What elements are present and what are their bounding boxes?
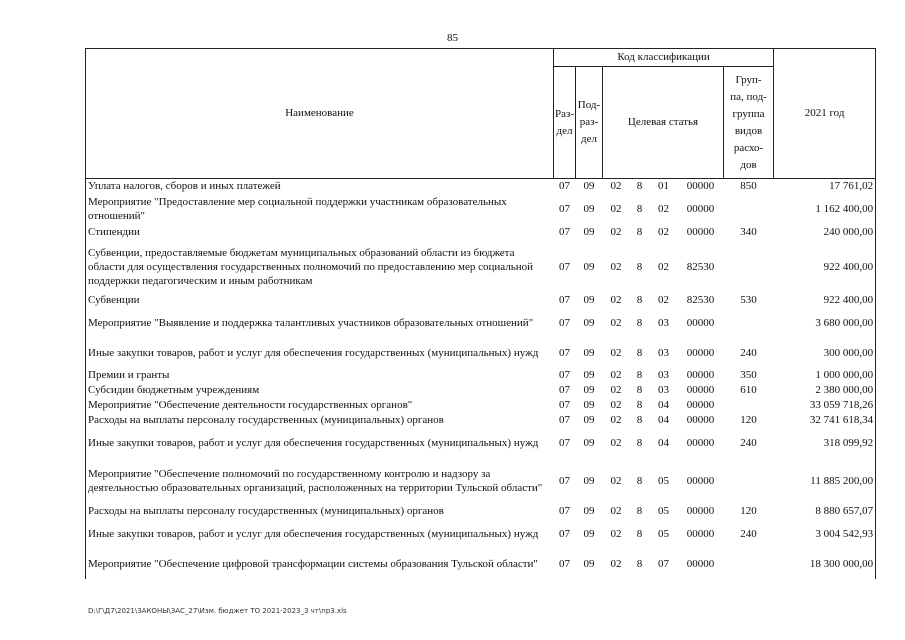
row-expense-group: 120	[740, 414, 757, 426]
row-target-program: 02	[610, 294, 622, 306]
row-target-program: 02	[610, 202, 622, 215]
row-target-type: 8	[636, 294, 643, 306]
row-target-measure: 03	[658, 346, 669, 359]
row-target-type: 8	[636, 260, 643, 273]
row-target-type: 8	[636, 202, 643, 215]
row-podrazdel: 09	[583, 226, 595, 238]
row-target-measure: 04	[658, 414, 669, 426]
row-razdel: 07	[559, 399, 570, 411]
row-target-measure: 03	[658, 369, 669, 381]
row-podrazdel: 09	[583, 202, 595, 215]
table-row	[86, 241, 876, 293]
row-target-program: 02	[610, 505, 622, 517]
row-expense-group: 350	[740, 369, 757, 381]
row-target-type: 8	[636, 180, 643, 193]
row-razdel: 07	[559, 505, 570, 517]
table-row	[86, 519, 876, 549]
row-amount: 2 380 000,00	[774, 383, 876, 398]
row-razdel: 07	[559, 474, 570, 487]
table-row	[86, 383, 876, 398]
row-target-program: 02	[610, 399, 622, 411]
row-amount: 3 680 000,00	[774, 308, 876, 338]
table-row	[86, 368, 876, 383]
row-expense-group	[724, 398, 774, 413]
row-target-type: 8	[636, 346, 643, 359]
row-target-type: 8	[636, 226, 643, 238]
row-target-measure: 03	[658, 384, 669, 396]
row-razdel: 07	[559, 226, 570, 238]
row-name: Премии и гранты	[86, 368, 554, 383]
row-target-direction: 00000	[686, 399, 715, 411]
header-target: Целевая статья	[603, 67, 724, 179]
row-name: Мероприятие "Обеспечение полномочий по государственному контролю и надзору за деятельностью образовательных организаций, расположенных на территории Тульской области"	[86, 458, 554, 504]
row-expense-group	[724, 308, 774, 338]
row-expense-group: 340	[740, 226, 757, 238]
table-row	[86, 504, 876, 519]
row-expense-group: 610	[740, 384, 757, 396]
row-target-direction: 00000	[686, 474, 715, 487]
row-amount: 1 000 000,00	[774, 368, 876, 383]
row-razdel: 07	[559, 557, 570, 570]
row-razdel: 07	[559, 384, 570, 396]
table-row	[86, 338, 876, 368]
table-row	[86, 308, 876, 338]
row-podrazdel: 09	[583, 384, 595, 396]
table-row	[86, 179, 876, 194]
header-razdel: Раз- дел	[554, 67, 576, 179]
row-amount: 11 885 200,00	[774, 458, 876, 504]
row-target-type: 8	[636, 316, 643, 329]
row-target-direction: 82530	[686, 260, 715, 273]
row-razdel: 07	[559, 202, 570, 215]
row-target-program: 02	[610, 557, 622, 570]
table-row	[86, 293, 876, 308]
row-expense-group: 530	[740, 294, 757, 306]
row-target-program: 02	[610, 474, 622, 487]
row-target-measure: 02	[658, 294, 669, 306]
row-expense-group	[724, 549, 774, 579]
row-target-direction: 00000	[686, 316, 715, 329]
row-expense-group: 240	[740, 436, 757, 449]
header-group: Груп- па, под- группа видов расхо- дов	[724, 67, 774, 179]
row-target-direction: 00000	[686, 436, 715, 449]
row-razdel: 07	[559, 527, 570, 540]
row-target-measure: 02	[658, 226, 669, 238]
row-target-program: 02	[610, 226, 622, 238]
row-name: Уплата налогов, сборов и иных платежей	[86, 179, 554, 194]
row-amount: 318 099,92	[774, 428, 876, 458]
row-podrazdel: 09	[583, 527, 595, 540]
page-number: 85	[447, 32, 458, 44]
row-target-program: 02	[610, 436, 622, 449]
row-target-measure: 04	[658, 436, 669, 449]
row-target-direction: 00000	[686, 369, 715, 381]
table-body	[86, 179, 876, 579]
table-row	[86, 398, 876, 413]
row-target-measure: 02	[658, 260, 669, 273]
row-podrazdel: 09	[583, 346, 595, 359]
row-amount: 1 162 400,00	[774, 194, 876, 224]
row-name: Субвенции	[86, 293, 554, 308]
header-row-1	[86, 49, 876, 67]
row-target-direction: 00000	[686, 557, 715, 570]
row-razdel: 07	[559, 180, 570, 193]
row-target-measure: 05	[658, 474, 669, 487]
row-razdel: 07	[559, 260, 570, 273]
row-expense-group	[724, 241, 774, 293]
row-target-measure: 04	[658, 399, 669, 411]
row-target-measure: 07	[658, 557, 669, 570]
row-target-type: 8	[636, 527, 643, 540]
row-target-type: 8	[636, 369, 643, 381]
row-name: Расходы на выплаты персоналу государственных (муниципальных) органов	[86, 504, 554, 519]
row-amount: 33 059 718,26	[774, 398, 876, 413]
row-podrazdel: 09	[583, 294, 595, 306]
row-amount: 17 761,02	[774, 179, 876, 194]
row-target-type: 8	[636, 414, 643, 426]
row-podrazdel: 09	[583, 505, 595, 517]
row-amount: 8 880 657,07	[774, 504, 876, 519]
row-name: Субсидии бюджетным учреждениям	[86, 383, 554, 398]
row-podrazdel: 09	[583, 260, 595, 273]
row-target-measure: 01	[658, 180, 669, 193]
row-razdel: 07	[559, 294, 570, 306]
row-expense-group	[724, 458, 774, 504]
row-target-direction: 00000	[686, 226, 715, 238]
table-row	[86, 413, 876, 428]
row-podrazdel: 09	[583, 474, 595, 487]
table-row	[86, 458, 876, 504]
row-razdel: 07	[559, 316, 570, 329]
row-razdel: 07	[559, 414, 570, 426]
table-row	[86, 194, 876, 224]
row-razdel: 07	[559, 436, 570, 449]
row-amount: 18 300 000,00	[774, 549, 876, 579]
row-target-direction: 00000	[686, 505, 715, 517]
row-target-direction: 00000	[686, 202, 715, 215]
row-target-type: 8	[636, 384, 643, 396]
row-target-program: 02	[610, 414, 622, 426]
row-target-direction: 00000	[686, 414, 715, 426]
row-target-program: 02	[610, 316, 622, 329]
row-expense-group: 240	[740, 346, 757, 359]
row-target-direction: 00000	[686, 384, 715, 396]
row-target-program: 02	[610, 180, 622, 193]
row-razdel: 07	[559, 369, 570, 381]
row-target-program: 02	[610, 369, 622, 381]
row-target-program: 02	[610, 260, 622, 273]
row-target-program: 02	[610, 346, 622, 359]
row-expense-group: 120	[740, 505, 757, 517]
table-row	[86, 549, 876, 579]
row-podrazdel: 09	[583, 399, 595, 411]
row-target-direction: 00000	[686, 527, 715, 540]
row-target-direction: 00000	[686, 346, 715, 359]
budget-table	[85, 48, 876, 579]
table-row	[86, 428, 876, 458]
row-amount: 922 400,00	[774, 293, 876, 308]
row-target-measure: 02	[658, 202, 669, 215]
row-target-type: 8	[636, 436, 643, 449]
row-target-type: 8	[636, 399, 643, 411]
header-name: Наименование	[86, 49, 554, 179]
row-podrazdel: 09	[583, 316, 595, 329]
row-amount: 922 400,00	[774, 241, 876, 293]
table-row	[86, 224, 876, 241]
row-name: Стипендии	[86, 224, 554, 241]
row-expense-group: 850	[740, 180, 757, 193]
row-razdel: 07	[559, 346, 570, 359]
row-amount: 240 000,00	[774, 224, 876, 241]
row-target-measure: 05	[658, 527, 669, 540]
row-name: Расходы на выплаты персоналу государственных (муниципальных) органов	[86, 413, 554, 428]
row-name: Мероприятие "Выявление и поддержка талантливых участников образовательных отношений"	[86, 308, 554, 338]
row-target-direction: 00000	[686, 180, 715, 193]
row-name: Иные закупки товаров, работ и услуг для обеспечения государственных (муниципальных) нужд	[86, 338, 554, 368]
row-expense-group	[724, 194, 774, 224]
row-name: Мероприятие "Предоставление мер социальной поддержки участникам образовательных отношений"	[86, 194, 554, 224]
row-name: Субвенции, предоставляемые бюджетам муниципальных образований области из бюджета области для осуществления государственных полномочий по предоставлению мер социальной поддержки педагогическим и иным работникам	[86, 241, 554, 293]
row-target-program: 02	[610, 384, 622, 396]
row-name: Мероприятие "Обеспечение цифровой трансформации системы образования Тульской области"	[86, 549, 554, 579]
row-name: Иные закупки товаров, работ и услуг для обеспечения государственных (муниципальных) нужд	[86, 428, 554, 458]
row-target-measure: 05	[658, 505, 669, 517]
file-path-footer: D:\Г\Д7\2021\ЗАКОНЫ\ЗАС_27\Изм. бюджет ТО 2021-2023_3 чт\пр3.xls	[88, 607, 347, 615]
row-podrazdel: 09	[583, 180, 595, 193]
row-target-direction: 82530	[686, 294, 715, 306]
header-podrazdel: Под- раз- дел	[576, 67, 603, 179]
row-name: Иные закупки товаров, работ и услуг для обеспечения государственных (муниципальных) нужд	[86, 519, 554, 549]
row-amount: 32 741 618,34	[774, 413, 876, 428]
row-target-type: 8	[636, 505, 643, 517]
row-podrazdel: 09	[583, 369, 595, 381]
row-target-type: 8	[636, 557, 643, 570]
row-podrazdel: 09	[583, 414, 595, 426]
row-podrazdel: 09	[583, 436, 595, 449]
row-podrazdel: 09	[583, 557, 595, 570]
row-expense-group: 240	[740, 527, 757, 540]
row-amount: 3 004 542,93	[774, 519, 876, 549]
header-code: Код классификации	[554, 49, 774, 67]
row-target-measure: 03	[658, 316, 669, 329]
row-target-type: 8	[636, 474, 643, 487]
row-target-program: 02	[610, 527, 622, 540]
row-name: Мероприятие "Обеспечение деятельности государственных органов"	[86, 398, 554, 413]
row-amount: 300 000,00	[774, 338, 876, 368]
header-year: 2021 год	[774, 49, 876, 179]
